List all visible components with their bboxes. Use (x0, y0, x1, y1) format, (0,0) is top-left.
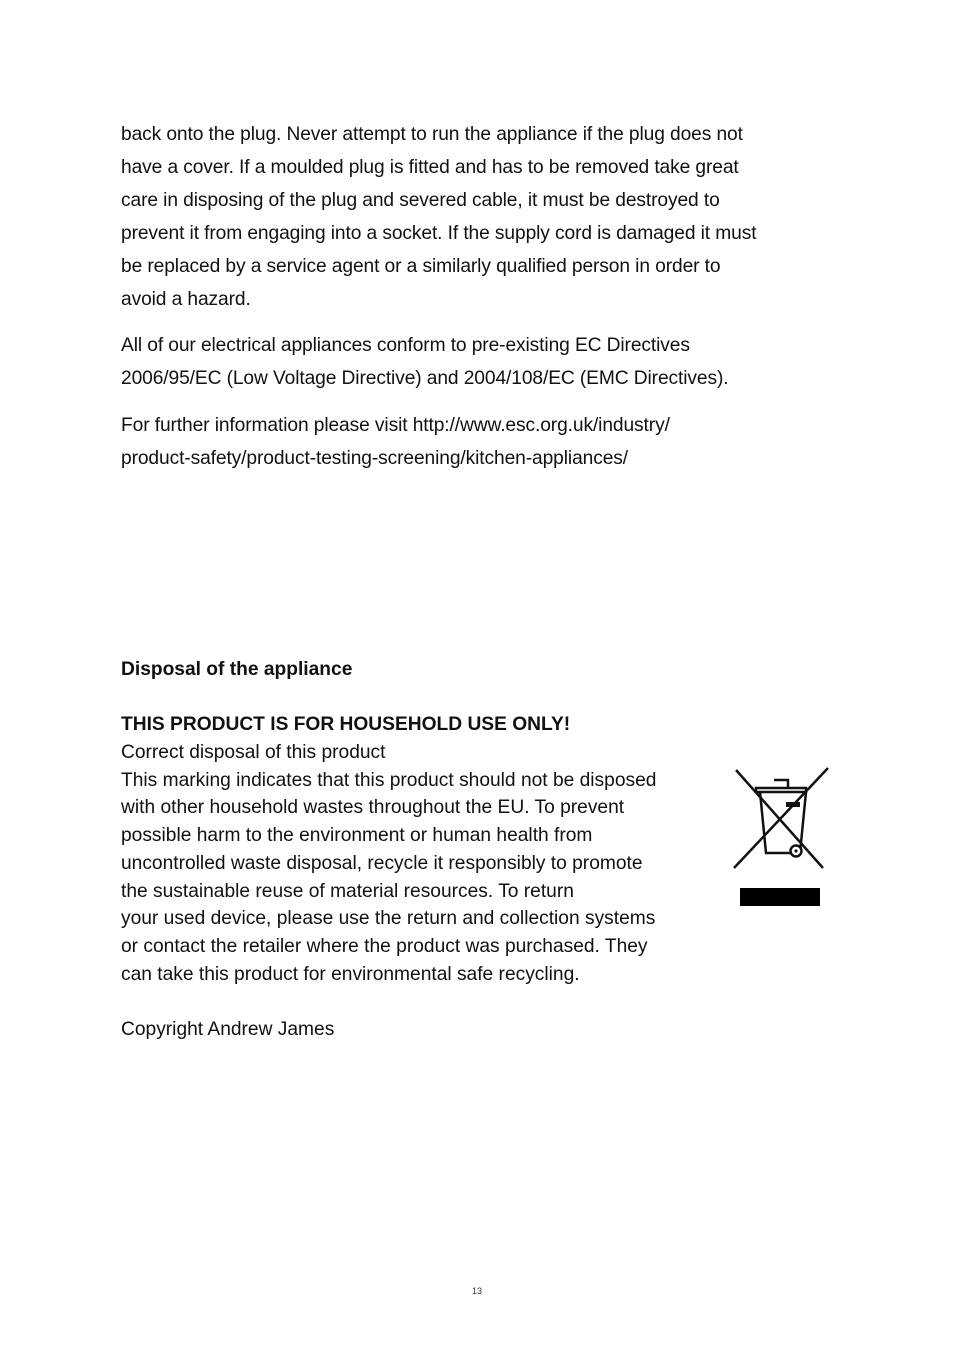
household-use-notice: THIS PRODUCT IS FOR HOUSEHOLD USE ONLY! (121, 714, 571, 735)
ec-directives-paragraph (121, 329, 836, 395)
text-line: uncontrolled waste disposal, recycle it responsibly to promote (121, 852, 643, 874)
text-line: All of our electrical appliances conform to pre-existing EC Directives (121, 335, 690, 356)
text-line: or contact the retailer where the product was purchased. They (121, 935, 648, 957)
text-line: can take this product for environmental safe recycling. (121, 963, 580, 985)
text-line: back onto the plug. Never attempt to run the appliance if the plug does not (121, 124, 743, 145)
copyright-notice: Copyright Andrew James (121, 1019, 335, 1040)
text-line: avoid a hazard. (121, 289, 251, 310)
text-line: have a cover. If a moulded plug is fitted and has to be removed take great (121, 157, 739, 178)
text-line: prevent it from engaging into a socket. If the supply cord is damaged it must (121, 223, 757, 244)
text-line: For further information please visit http://www.esc.org.uk/industry/ (121, 415, 670, 436)
text-line: possible harm to the environment or human health from (121, 825, 593, 847)
text-line: This marking indicates that this product should not be disposed (121, 769, 657, 791)
text-line: care in disposing of the plug and severed cable, it must be destroyed to (121, 190, 720, 211)
text-line: be replaced by a service agent or a similarly qualified person in order to (121, 256, 721, 277)
further-info-paragraph (121, 409, 836, 475)
disposal-heading: Disposal of the appliance (121, 659, 353, 680)
text-line: with other household wastes throughout the EU. To prevent (121, 797, 625, 819)
disposal-paragraph (121, 739, 731, 988)
text-line: the sustainable reuse of material resources. To return (121, 880, 574, 902)
text-line: product-safety/product-testing-screening/kitchen-appliances/ (121, 448, 629, 469)
plug-safety-paragraph (121, 118, 836, 316)
text-line: your used device, please use the return and collection systems (121, 908, 656, 930)
text-line: 2006/95/EC (Low Voltage Directive) and 2004/108/EC (EMC Directives). (121, 368, 729, 389)
crossed-out-wheelie-bin-icon (726, 758, 838, 920)
page-number: 13 (471, 1286, 482, 1296)
text-line: Correct disposal of this product (121, 742, 386, 763)
